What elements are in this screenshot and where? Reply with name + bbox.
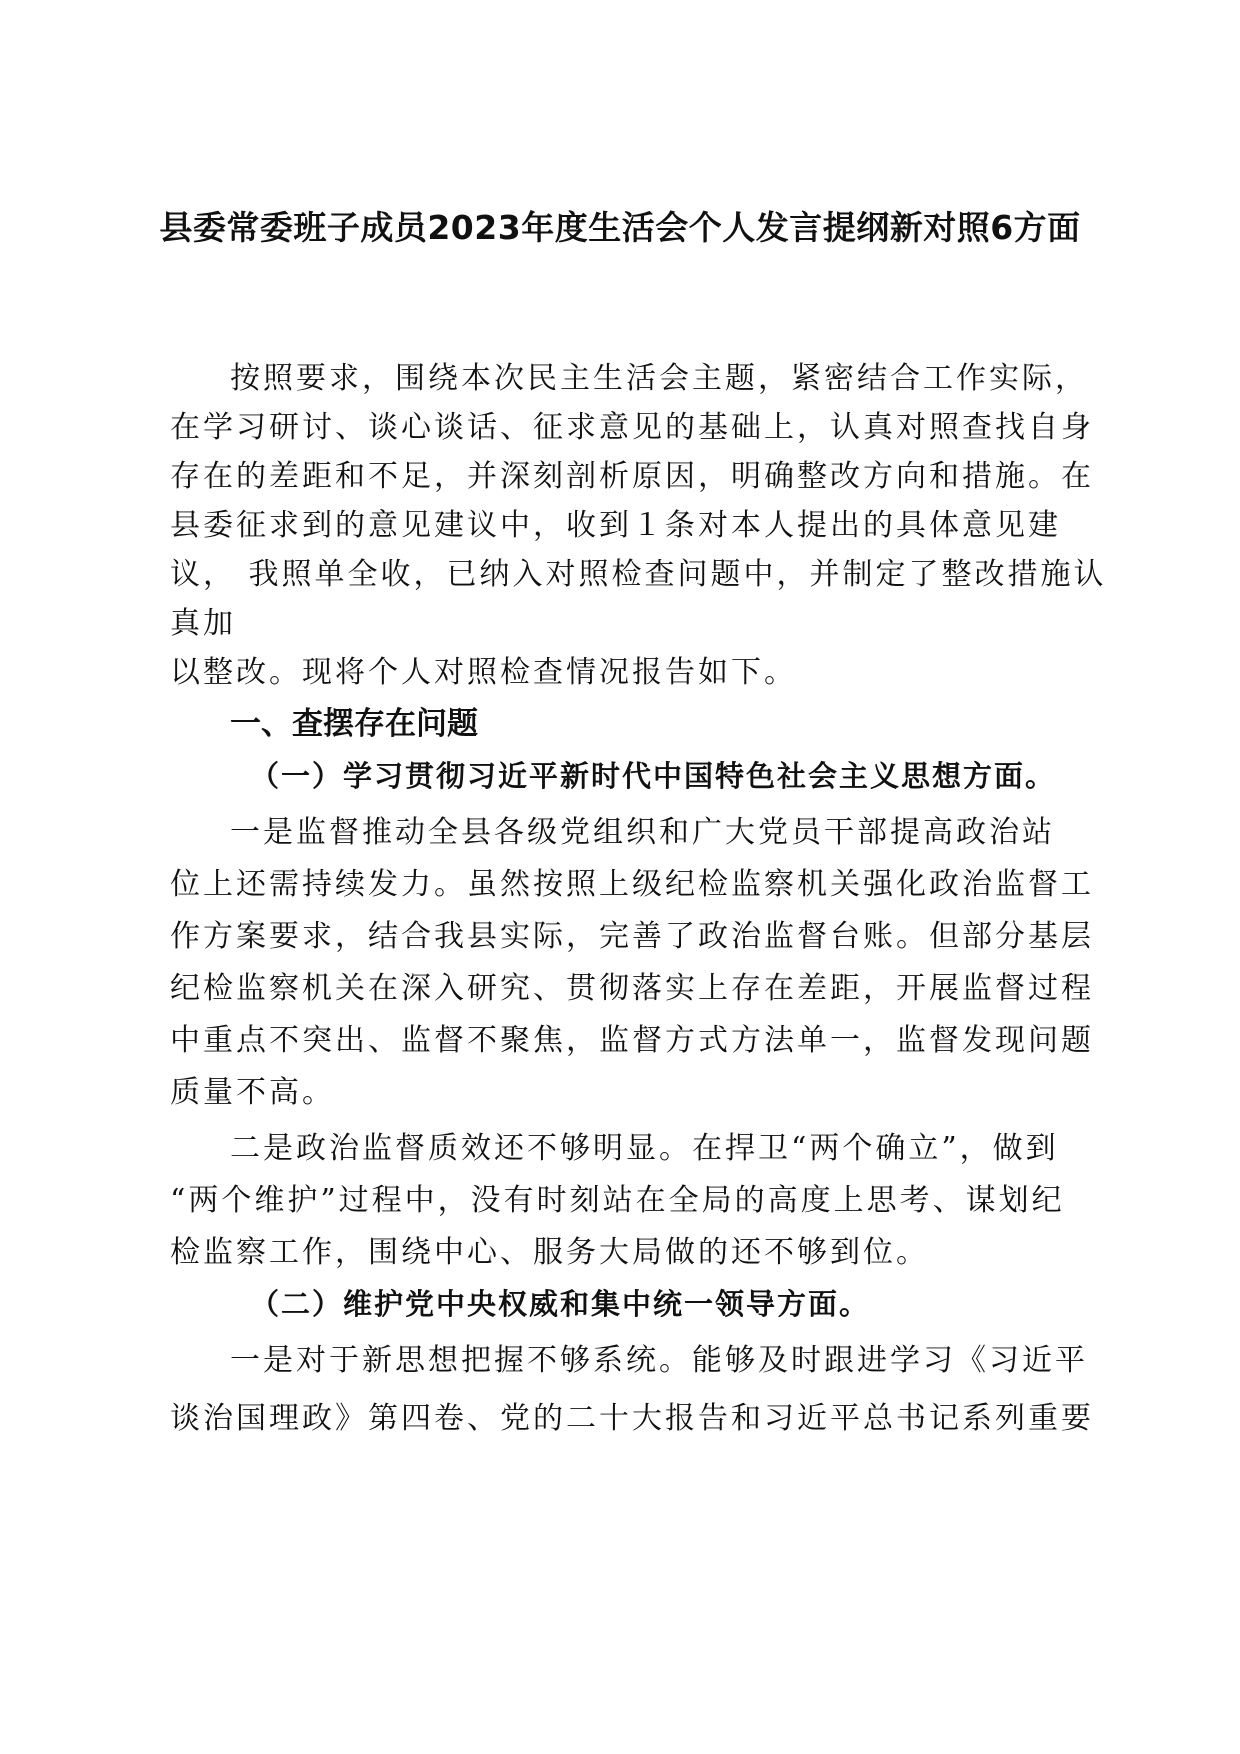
text-line: 位上还需持续发力。虽然按照上级纪检监察机关强化政治监督工 [170, 867, 1094, 902]
text-line: 质量不高。 [170, 1075, 335, 1110]
text-line: 二是政治监督质效还不够明显。在捍卫“两个确立”，做到 [230, 1131, 1059, 1166]
text-line: 一是监督推动全县各级党组织和广大党员干部提高政治站 [230, 815, 1055, 850]
text-line: 中重点不突出、监督不聚焦，监督方式方法单一，监督发现问题 [170, 1023, 1094, 1058]
subsection-heading: （一）学习贯彻习近平新时代中国特色社会主义思想方面。 [250, 759, 1057, 793]
text-line: 真加 [170, 606, 236, 641]
text-line: 议， 我照单全收，已纳入对照检查问题中，并制定了整改措施认 [170, 557, 1107, 592]
text-line: 一是对于新思想把握不够系统。能够及时跟进学习《习近平 [230, 1343, 1088, 1378]
section-heading: 一、查摆存在问题 [230, 706, 478, 742]
text-line: 按照要求，围绕本次民主生活会主题，紧密结合工作实际， [230, 361, 1088, 396]
subsection-heading: （二）维护党中央权威和集中统一领导方面。 [250, 1287, 871, 1321]
text-line: 纪检监察机关在深入研究、贯彻落实上存在差距，开展监督过程 [170, 971, 1094, 1006]
text-line: 县委征求到的意见建议中，收到１条对本人提出的具体意见建 [170, 508, 1061, 543]
text-line: 存在的差距和不足，并深刻剖析原因，明确整改方向和措施。在 [170, 459, 1094, 494]
text-line: “两个维护”过程中，没有时刻站在全局的高度上思考、谋划纪 [170, 1183, 1065, 1218]
document-title: 县委常委班子成员2023年度生活会个人发言提纲新对照6方面 [159, 208, 1081, 247]
text-line: 以整改。现将个人对照检查情况报告如下。 [170, 655, 797, 690]
text-line: 在学习研讨、谈心谈话、征求意见的基础上，认真对照查找自身 [170, 410, 1094, 445]
text-line: 作方案要求，结合我县实际，完善了政治监督台账。但部分基层 [170, 919, 1094, 954]
text-line: 谈治国理政》第四卷、党的二十大报告和习近平总书记系列重要 [170, 1401, 1094, 1436]
text-line: 检监察工作，围绕中心、服务大局做的还不够到位。 [170, 1235, 929, 1270]
